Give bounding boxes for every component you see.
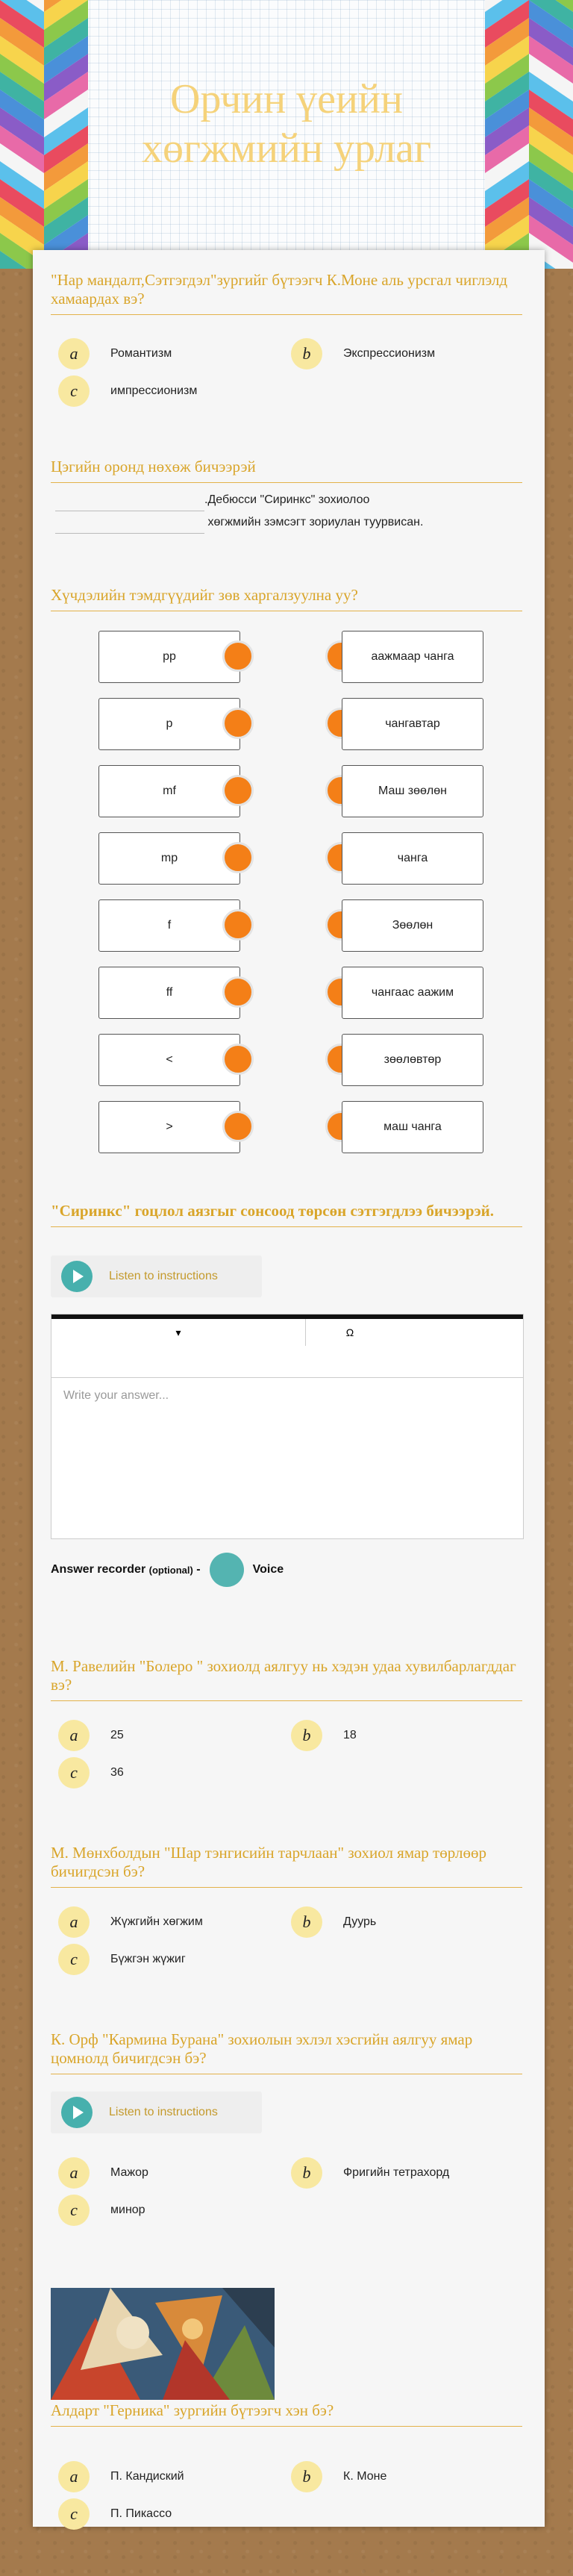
option-text: минор [110, 2204, 145, 2216]
question-3 [51, 586, 522, 1153]
editor-toolbar [51, 1314, 523, 1378]
answer-editor[interactable] [51, 1314, 524, 1539]
match-right-item[interactable]: аажмаар чанга [342, 631, 483, 683]
question-1-title: "Нар мандалт,Сэтгэгдэл"зургийг бүтээгч К.Моне аль урсгал чиглэлд хамаардах вэ? [51, 271, 522, 315]
match-left-item[interactable]: < [98, 1034, 240, 1086]
match-right-item[interactable]: зөөлөвтөр [342, 1034, 483, 1086]
question-2-title: Цэгийн оронд нөхөж бичээрэй [51, 458, 522, 483]
match-left-connector-icon[interactable] [222, 1111, 254, 1142]
option-text: импрессионизм [110, 384, 198, 397]
option-letter: b [291, 2157, 322, 2189]
option-letter: b [291, 1720, 322, 1751]
option-text: 18 [343, 1729, 357, 1741]
option-letter: a [58, 2157, 90, 2189]
recorder-optional: (optional) [148, 1564, 193, 1576]
option-letter: a [58, 338, 90, 369]
option-letter: a [58, 2461, 90, 2492]
question-2 [51, 458, 522, 528]
question-6 [51, 1844, 522, 1968]
question-6-title: М. Мөнхболдын "Шар тэнгисийн тарчлаан" зохиол ямар төрлөөр бичигдсэн бэ? [51, 1844, 522, 1888]
option-letter: a [58, 1906, 90, 1938]
option-b[interactable] [291, 1906, 376, 1938]
option-letter: c [58, 1757, 90, 1788]
option-letter: c [58, 1944, 90, 1975]
match-left-connector-icon[interactable] [222, 909, 254, 941]
option-a[interactable] [58, 2461, 184, 2492]
recorder-voice: Voice [252, 1563, 284, 1576]
question-8-title: Алдарт "Герника" зургийн бүтээгч хэн бэ? [51, 2401, 522, 2427]
listen-button[interactable] [51, 1256, 262, 1297]
option-text: П. Пикассо [110, 2507, 172, 2520]
option-letter: b [291, 338, 322, 369]
question-3-title: Хүчдэлийн тэмдгүүдийг зөв харгалзуулна уу? [51, 586, 522, 611]
option-text: 25 [110, 1729, 124, 1741]
question-5-title: М. Равелийн "Болеро " зохиолд аялгуу нь хэдэн удаа хувилбарлагддаг вэ? [51, 1657, 522, 1701]
match-left-item[interactable]: > [98, 1101, 240, 1153]
listen-button[interactable] [51, 2092, 262, 2133]
option-text: П. Кандиский [110, 2470, 184, 2483]
match-left-connector-icon[interactable] [222, 775, 254, 806]
chevron-pattern-left [0, 0, 88, 269]
fill-text-2: хөгжмийн зэмсэгт зориулан туурвисан. [207, 516, 424, 528]
option-b[interactable] [291, 1720, 357, 1751]
painting-illustration [51, 2288, 275, 2400]
question-4-title: "Сиринкс" гоцлол аязгыг сонсоод төрсөн сэтгэгдлээ бичээрэй. [51, 1202, 522, 1227]
option-letter: c [58, 2195, 90, 2226]
option-a[interactable] [58, 1906, 203, 1938]
match-left-connector-icon[interactable] [222, 1044, 254, 1075]
option-text: К. Моне [343, 2470, 387, 2483]
play-icon [61, 2097, 93, 2128]
option-c[interactable] [58, 2498, 172, 2530]
match-left-item[interactable]: p [98, 698, 240, 750]
match-right-item[interactable]: Маш зөөлөн [342, 765, 483, 817]
match-left-item[interactable]: ff [98, 967, 240, 1019]
blank-input-1[interactable] [55, 497, 204, 511]
option-letter: b [291, 2461, 322, 2492]
match-left-connector-icon[interactable] [222, 708, 254, 739]
match-left-connector-icon[interactable] [222, 976, 254, 1008]
option-letter: c [58, 2498, 90, 2530]
option-a[interactable] [58, 2157, 148, 2189]
match-left-item[interactable]: mp [98, 832, 240, 885]
question-5 [51, 1657, 522, 1782]
option-c[interactable] [58, 1757, 124, 1788]
match-left-item[interactable]: f [98, 899, 240, 952]
option-a[interactable] [58, 338, 172, 369]
worksheet-card [33, 250, 545, 2527]
option-letter: b [291, 1906, 322, 1938]
option-text: Романтизм [110, 347, 172, 360]
question-7 [51, 2030, 522, 2219]
option-text: Фригийн тетрахорд [343, 2166, 450, 2179]
option-letter: a [58, 1720, 90, 1751]
fill-in-line-2 [55, 511, 423, 534]
fill-text-1: .Дебюсси "Сиринкс" зохиолоо [204, 493, 370, 506]
option-text: Жүжгийн хөгжим [110, 1915, 203, 1928]
guernica-painting-image [51, 2288, 275, 2400]
option-text: Дуурь [343, 1915, 377, 1928]
option-b[interactable] [291, 2461, 386, 2492]
match-right-item[interactable]: маш чанга [342, 1101, 483, 1153]
option-b[interactable] [291, 338, 435, 369]
option-text: Экспрессионизм [343, 347, 436, 360]
blank-input-2[interactable] [55, 520, 204, 534]
recorder-label: Answer recorder [51, 1563, 146, 1576]
question-7-title: К. Орф "Кармина Бурана" зохиолын эхлэл хэсгийн аялгуу ямар цомнолд бичигдсэн бэ? [51, 2030, 522, 2074]
answer-recorder [51, 1553, 284, 1587]
match-left-item[interactable]: mf [98, 765, 240, 817]
option-text: Бүжгэн жүжиг [110, 1953, 186, 1965]
option-text: Мажор [110, 2166, 148, 2179]
page-title: Орчин үеийн хөгжмийн урлаг [141, 76, 432, 172]
match-right-item[interactable]: чангаас аажим [342, 967, 483, 1019]
header-banner [0, 0, 573, 269]
answer-placeholder: Write your answer... [63, 1389, 169, 1402]
match-right-item[interactable]: Зөөлөн [342, 899, 483, 952]
listen-label: Listen to instructions [109, 2106, 218, 2118]
option-letter: c [58, 375, 90, 407]
option-c[interactable] [58, 1944, 186, 1975]
microphone-icon[interactable] [210, 1553, 244, 1587]
match-left-connector-icon[interactable] [222, 842, 254, 873]
option-a[interactable] [58, 1720, 124, 1751]
option-text: 36 [110, 1766, 124, 1779]
recorder-dash: - [196, 1563, 201, 1576]
fill-in-line-1 [55, 489, 369, 511]
option-b[interactable] [291, 2157, 449, 2189]
match-right-item[interactable]: чанга [342, 832, 483, 885]
question-1 [51, 271, 522, 400]
match-right-item[interactable]: чангавтар [342, 698, 483, 750]
option-c[interactable] [58, 375, 197, 407]
chevron-pattern-right [485, 0, 573, 269]
special-char-button[interactable]: Ω [345, 1326, 354, 1338]
listen-label: Listen to instructions [109, 1270, 218, 1282]
question-4 [51, 1202, 522, 1590]
play-icon [61, 1261, 93, 1292]
match-left-connector-icon[interactable] [222, 640, 254, 672]
format-dropdown[interactable]: ▾ [51, 1319, 306, 1346]
option-c[interactable] [58, 2195, 145, 2226]
match-left-item[interactable]: pp [98, 631, 240, 683]
question-8 [51, 2288, 522, 2523]
